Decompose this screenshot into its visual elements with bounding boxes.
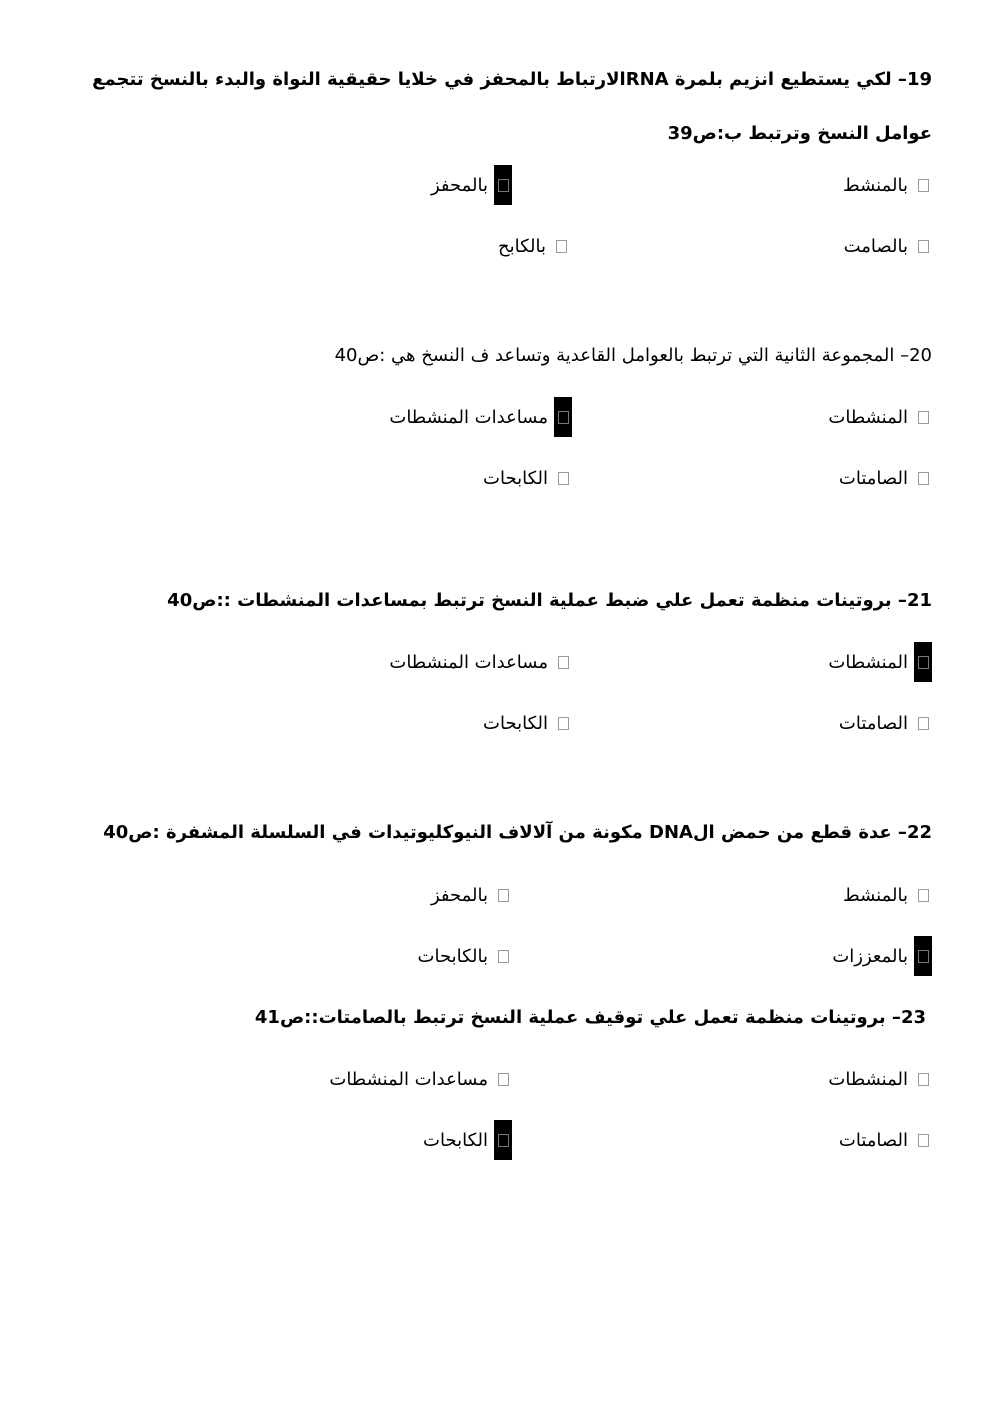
- question-20-option-4[interactable]: [483, 458, 572, 498]
- option-label: الصامتات: [838, 712, 908, 734]
- checkbox[interactable]: [494, 936, 512, 976]
- checkbox-checked[interactable]: [914, 936, 932, 976]
- option-label: الكابحات: [483, 467, 548, 489]
- checkbox[interactable]: [914, 875, 932, 915]
- checkbox[interactable]: [914, 226, 932, 266]
- checkbox[interactable]: [914, 1059, 932, 1099]
- checkbox[interactable]: [914, 397, 932, 437]
- option-label: بالمنشط: [843, 884, 908, 906]
- checkbox-checked[interactable]: [494, 165, 512, 205]
- question-22-option-4[interactable]: [418, 936, 512, 976]
- option-label: مساعدات المنشطات: [329, 1068, 488, 1090]
- option-label: بالمحفز: [430, 884, 488, 906]
- option-label: الصامتات: [838, 467, 908, 489]
- question-21-option-2[interactable]: [389, 642, 572, 682]
- checkbox[interactable]: [554, 642, 572, 682]
- question-22-option-3[interactable]: [832, 936, 932, 976]
- question-23-option-2[interactable]: [329, 1059, 512, 1099]
- checkbox[interactable]: [494, 875, 512, 915]
- checkbox-checked[interactable]: [494, 1120, 512, 1160]
- option-label: الكابحات: [423, 1129, 488, 1151]
- checkbox-checked[interactable]: [554, 397, 572, 437]
- question-19-option-2[interactable]: [431, 165, 512, 205]
- checkbox[interactable]: [554, 458, 572, 498]
- question-19-option-1[interactable]: [843, 165, 932, 205]
- option-label: بالمنشط: [843, 174, 908, 196]
- question-21-title: 21– بروتينات منظمة تعمل علي ضبط عملية النسخ ترتبط بمساعدات المنشطات ::ص40: [167, 590, 932, 611]
- option-label: الكابحات: [483, 712, 548, 734]
- question-19-option-3[interactable]: [844, 226, 932, 266]
- question-21-option-1[interactable]: [828, 642, 932, 682]
- checkbox[interactable]: [552, 226, 570, 266]
- option-label: المنشطات: [828, 1068, 908, 1090]
- question-22-option-1[interactable]: [843, 875, 932, 915]
- question-20-option-2[interactable]: [389, 397, 572, 437]
- question-22-option-2[interactable]: [431, 875, 512, 915]
- question-19-title: 19– لكي يستطيع انزيم بلمرة RNAالارتباط بالمحفز في خلايا حقيقية النواة والبدء بالنسخ تتجمع عوامل النسخ وترتبط ب:ص39: [92, 69, 932, 144]
- question-23-option-1[interactable]: [828, 1059, 932, 1099]
- option-label: بالمحفز: [430, 174, 488, 196]
- checkbox[interactable]: [914, 458, 932, 498]
- question-23-title: 23– بروتينات منظمة تعمل علي توقيف عملية النسخ ترتبط بالصامتات::ص41: [254, 1007, 926, 1028]
- option-label: بالكابحات: [417, 945, 488, 967]
- checkbox[interactable]: [914, 703, 932, 743]
- checkbox-checked[interactable]: [914, 642, 932, 682]
- option-label: بالمعززات: [832, 945, 908, 967]
- question-21-option-3[interactable]: [839, 703, 932, 743]
- question-23-option-4[interactable]: [423, 1120, 512, 1160]
- option-label: بالكابح: [497, 235, 546, 257]
- question-20-option-3[interactable]: [839, 458, 932, 498]
- checkbox[interactable]: [494, 1059, 512, 1099]
- option-label: الصامتات: [838, 1129, 908, 1151]
- question-20-title: 20– المجموعة الثانية التي ترتبط بالعوامل القاعدية وتساعد ف النسخ هي :ص40: [334, 345, 932, 366]
- checkbox[interactable]: [914, 1120, 932, 1160]
- option-label: المنشطات: [828, 651, 908, 673]
- checkbox[interactable]: [914, 165, 932, 205]
- option-label: مساعدات المنشطات: [389, 651, 548, 673]
- question-19-option-4[interactable]: [498, 226, 570, 266]
- checkbox[interactable]: [554, 703, 572, 743]
- option-label: بالصامت: [843, 235, 908, 257]
- question-21-option-4[interactable]: [483, 703, 572, 743]
- option-label: مساعدات المنشطات: [389, 406, 548, 428]
- question-20-option-1[interactable]: [828, 397, 932, 437]
- question-22-title: 22– عدة قطع من حمض الDNA مكونة من آلالاف النيوكليوتيدات في السلسلة المشفرة :ص40: [103, 822, 932, 843]
- question-23-option-3[interactable]: [839, 1120, 932, 1160]
- option-label: المنشطات: [828, 406, 908, 428]
